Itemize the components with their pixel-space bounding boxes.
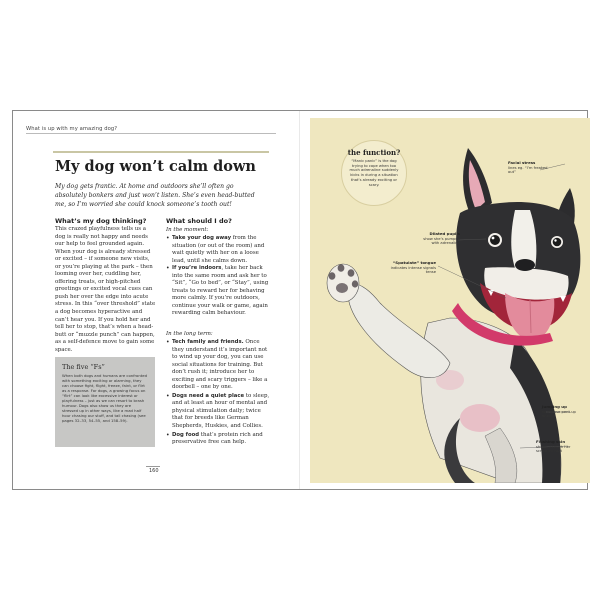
- callout-text: “Manic panic” is the dog trying to cope when too much adrenaline suddenly kicks in during a situation that’s already exciting or scary.: [349, 159, 399, 187]
- annotation-spatulate-tongue: [390, 261, 436, 275]
- page-number: 160: [149, 468, 159, 474]
- bullet-item: [166, 235, 270, 265]
- bullet-text: , take her back into the same room and ask her to “Sit”, “Go to bed”, or “Stay”, using treats to reward her for behaving more calmly. If you’re outdoors, continue your walk or game, again rewarding calm behaviour.: [172, 265, 269, 317]
- bullet-text: to sleep, and at least an hour of mental and physical stimulation daily; twice that for breeds like German Shepherds, Huskies, and Collies.: [172, 392, 270, 430]
- book-spread: [12, 110, 588, 490]
- moment-list: [166, 235, 270, 318]
- bullet-item: [166, 265, 270, 318]
- thinking-text: This crazed playfulness tells us a dog is really not happy and needs our help to feel grounded again. When your dog is already stressed or excited – if someone new visits, or you’re playing at the park – then looming over her, cuddling her, offering treats, or high-pitched greetings or excited vocal cues can push her over the edge into acute stress. In this “over threshold” state a dog becomes hyperactive and can’t hear you. If you hold her and tell her to stop, that’s when a head-butt or “muzzle punch” can happen, as a self-defence move to gain some space.: [55, 226, 156, 353]
- illustration-panel: [310, 118, 590, 483]
- intro-text: My dog gets frantic. At home and outdoors she’ll often go absolutely bonkers and just won’t listen. She’s even head-butted me, so I’m worried she could knock someone’s tooth out!: [55, 183, 255, 209]
- annotation-flushing-skin-title: Flushing skin: [536, 439, 566, 444]
- annotation-flushing-skin-text: shows through her scribbled coat: [536, 444, 571, 454]
- annotation-jumping-up: [542, 405, 582, 419]
- annotation-dilated-pupils-text: show she’s pumped with adrenaline: [423, 236, 460, 246]
- five-fs-sidebox: [55, 357, 155, 447]
- annotation-jumping-up-text: to release pent-up energy: [542, 409, 576, 419]
- gutter: [299, 111, 300, 489]
- annotation-dilated-pupils-title: Dilated pupils: [429, 231, 460, 236]
- annotation-dilated-pupils: [420, 232, 460, 246]
- annotation-facial-stress: [508, 161, 548, 175]
- annotation-flushing-skin: [536, 440, 582, 454]
- annotation-spatulate-tongue-text: indicates intense signals tense: [390, 265, 436, 275]
- bullet-text: Once they understand it’s important not to wind up your dog, you can use social situations for training. But don’t rush it; introduce her to exciting and scary triggers – like a doorbell – one by one.: [172, 339, 268, 391]
- annotation-jumping-up-title: Jumping up: [542, 404, 567, 409]
- function-callout: [341, 140, 407, 206]
- bullet-bold: Dogs need a quiet place: [172, 392, 245, 399]
- bullet-bold: Tech family and friends.: [172, 339, 244, 345]
- bullet-item: [166, 393, 270, 431]
- bullet-bold: Dog food: [172, 431, 200, 438]
- running-head-rule: [26, 133, 276, 134]
- moment-label: In the moment:: [166, 227, 209, 233]
- sidebox-text: When both dogs and humans are confronted with something exciting or alarming, they can choose fight, flight, freeze, faint, or flirt as a response. For dogs, a growing focus on “flirt” can look like excessive interest or playfulness – just as we can resort to brash humour. Dogs also show us they are stressed up in other ways, like a mad half hour chasing our stuff, and tail chasing (see pages 32–33, 54–55, and 158–59).: [62, 373, 147, 424]
- annotation-facial-stress-title: Facial stress: [508, 160, 536, 165]
- page-title: My dog won’t calm down: [55, 158, 256, 175]
- bullet-item: [166, 432, 270, 447]
- longterm-list: [166, 339, 270, 448]
- annotation-facial-stress-text: lines eg. “I’m freaked out”: [508, 165, 548, 175]
- sidebox-title: The five “Fs”: [62, 363, 105, 371]
- callout-title: the function?: [347, 148, 401, 157]
- bullet-text: that’s protein rich and preservative free can help.: [172, 431, 263, 446]
- bullet-bold: Take your dog away: [172, 235, 232, 241]
- what-to-do-heading: What should I do?: [166, 217, 232, 225]
- dog-head: [456, 148, 580, 340]
- running-head: What is up with my amazing dog?: [26, 126, 118, 132]
- longterm-label: In the long term:: [166, 331, 213, 337]
- page-number-rule: [146, 466, 160, 467]
- thinking-heading: What’s my dog thinking?: [55, 217, 147, 225]
- bullet-text: from the situation (or out of the room) and wait quietly with her on a loose lead, until she calms down.: [172, 235, 265, 264]
- annotation-spatulate-tongue-title: “Spatulate” tongue: [392, 260, 436, 265]
- bullet-bold: If you’re indoors: [172, 265, 222, 272]
- bullet-item: [166, 339, 270, 392]
- title-rule: [53, 151, 269, 153]
